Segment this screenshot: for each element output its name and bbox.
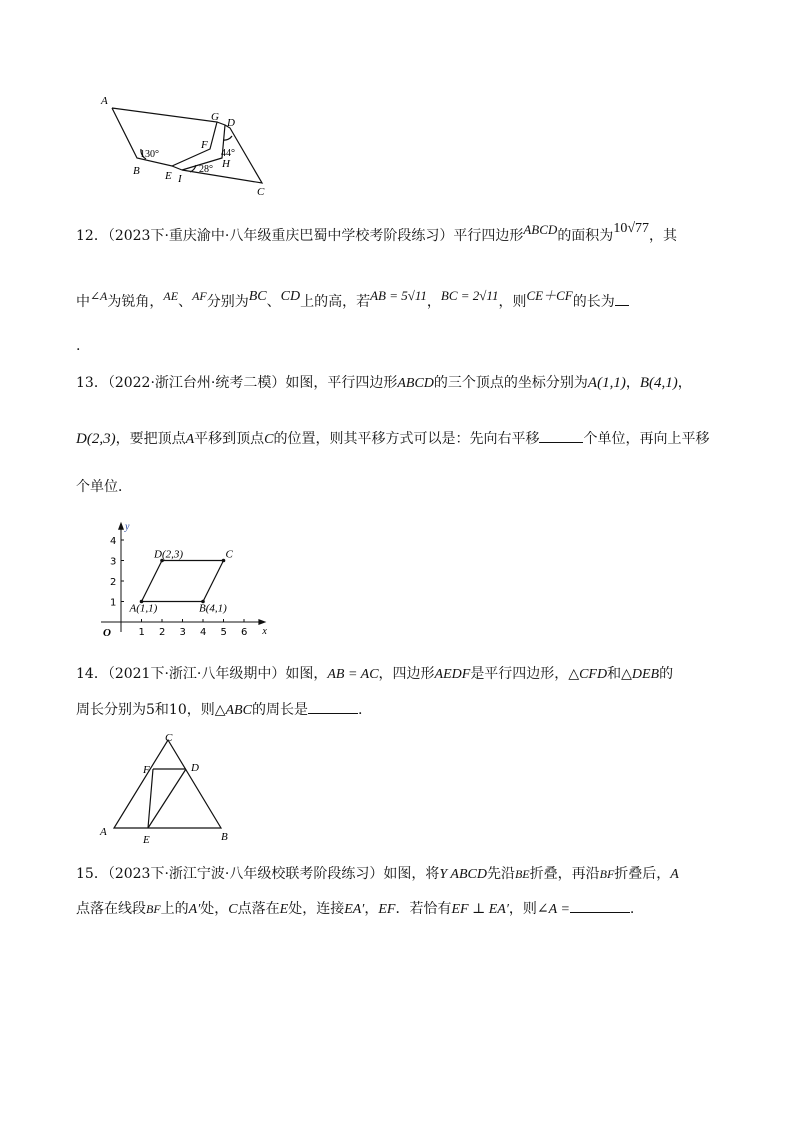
parallelogram-abcd xyxy=(142,561,224,602)
math-ce-cf: CE＋CF xyxy=(526,288,573,303)
label-h: H xyxy=(222,158,230,170)
x-tick-label: 4 xyxy=(200,627,207,638)
segment-fe xyxy=(148,769,153,828)
y-axis-label: y xyxy=(125,521,130,533)
question-text: ， xyxy=(677,375,692,391)
question-text: 平移到顶点 xyxy=(194,431,265,447)
question-text: 上的 xyxy=(160,901,189,917)
math-af: AF xyxy=(192,289,207,303)
y-tick-label: 3 xyxy=(110,556,117,568)
math-bf: BF xyxy=(146,902,161,916)
angle-label-44: 44° xyxy=(221,148,235,159)
answer-blank xyxy=(615,291,629,306)
label-f: F xyxy=(143,764,150,776)
math-angle-a: ∠A xyxy=(90,289,108,303)
x-tick-label: 2 xyxy=(159,627,166,638)
question-source: （2023下·浙江宁波·八年级校联考阶段练习） xyxy=(107,866,384,882)
point-label-b: B(4,1) xyxy=(199,602,227,615)
math-a: A xyxy=(670,867,679,882)
question-text: 为锐角， xyxy=(107,294,164,310)
question-text: 的位置，则其平移方式可以是：先向右平移 xyxy=(273,431,540,447)
label-a: A xyxy=(101,95,108,107)
question-number: 12． xyxy=(76,228,108,244)
label-f: F xyxy=(201,139,208,151)
question-text: . xyxy=(357,702,363,718)
question-text: 的三个顶点的坐标分别为 xyxy=(433,375,588,391)
coordinate-chart xyxy=(95,508,285,643)
label-b: B xyxy=(133,165,140,177)
label-d: D xyxy=(227,117,235,129)
label-c: C xyxy=(165,732,173,744)
question-text: 如图， xyxy=(285,666,328,682)
label-e: E xyxy=(143,834,150,846)
math-cd: CD xyxy=(280,289,301,304)
question-text: 折叠后， xyxy=(614,866,671,882)
question-text: 中 xyxy=(76,294,90,310)
segment-ei xyxy=(172,166,182,170)
point-label-c: C xyxy=(225,548,233,561)
question-text: 个单位． xyxy=(76,479,132,495)
answer-blank xyxy=(308,699,358,714)
math-parallelogram-abcd: Y ABCD xyxy=(439,867,487,882)
question-12-line-3 xyxy=(76,336,80,356)
question-number: 15． xyxy=(76,866,108,882)
question-text: 上的高，若 xyxy=(300,294,371,310)
question-12-line-2 xyxy=(76,288,629,313)
question-source: （2022·浙江台州·统考二模） xyxy=(107,375,286,391)
question-text: ，则 xyxy=(508,901,537,917)
math-abcd: ABCD xyxy=(397,376,434,391)
question-text: ，则 xyxy=(498,294,527,310)
label-g: G xyxy=(211,111,219,123)
question-13-line-2 xyxy=(76,428,709,450)
math-aedf: AEDF xyxy=(434,667,471,682)
question-number: 14． xyxy=(76,666,108,682)
question-text: ， xyxy=(625,375,640,391)
question-13-line-3 xyxy=(76,477,132,497)
x-tick-label: 3 xyxy=(179,627,186,638)
question-text: 处，连接 xyxy=(288,901,345,917)
math-ef-perp-ea: EF ⊥ EA′ xyxy=(451,902,509,917)
question-text: 个单位，再向上平移 xyxy=(583,431,710,447)
math-ab-eq-ac: AB = AC xyxy=(327,667,379,682)
question-text: 点落在线段 xyxy=(76,901,146,917)
question-text: 的 xyxy=(659,666,674,682)
x-tick-label: 5 xyxy=(220,627,227,638)
math-abcd: ABCD xyxy=(523,222,558,237)
question-text: 的面积为 xyxy=(557,228,614,244)
triangle-abc xyxy=(114,740,221,828)
x-axis-arrow xyxy=(258,619,266,625)
triangle-figure-q14 xyxy=(95,724,240,849)
y-tick-label: 1 xyxy=(110,597,117,609)
question-text: ， xyxy=(426,294,441,310)
origin-label: O xyxy=(103,627,111,639)
question-15-line-2 xyxy=(76,898,634,920)
question-14-line-1 xyxy=(76,664,673,685)
question-text: 的长为 xyxy=(572,294,615,310)
question-text: ．若恰有 xyxy=(395,901,452,917)
y-tick-label: 2 xyxy=(110,577,117,588)
math-ab-eq: AB = 5√11 xyxy=(370,288,427,303)
question-source: （2023下·重庆渝中·八年级重庆巴蜀中学校考阶段练习） xyxy=(107,228,454,244)
question-text: 先沿 xyxy=(486,866,515,882)
question-text: 的周长是 xyxy=(251,702,308,718)
question-12-line-1 xyxy=(76,221,677,247)
question-text: 如图，将 xyxy=(383,866,440,882)
math-ae: AE xyxy=(163,289,179,303)
quadrilateral-figure-q11 xyxy=(95,88,280,200)
math-angle-a: ∠A = xyxy=(536,902,570,917)
question-text: ，四边形 xyxy=(378,666,435,682)
math-point-d: D(2,3) xyxy=(76,431,116,447)
math-c: C xyxy=(264,432,274,447)
point-label-a: A(1,1) xyxy=(129,602,158,615)
question-text: 点落在 xyxy=(237,901,280,917)
angle-label-28: 28° xyxy=(199,164,213,175)
question-text: . xyxy=(76,338,81,354)
question-source: （2021下·浙江·八年级期中） xyxy=(107,666,286,682)
figure-outline-left xyxy=(112,108,217,166)
math-triangle-cfd: △CFD xyxy=(568,667,608,682)
question-text: 分别为 xyxy=(206,294,249,310)
math-triangle-deb: △DEB xyxy=(621,667,660,682)
angle-arc-i xyxy=(190,165,196,172)
label-e: E xyxy=(165,170,172,182)
y-tick-label: 4 xyxy=(110,536,117,547)
question-text: ，其 xyxy=(649,228,677,244)
question-number: 13． xyxy=(76,375,108,391)
x-tick-label: 1 xyxy=(138,627,145,638)
math-area-value: 10√77 xyxy=(613,221,649,236)
math-ef: EF xyxy=(378,902,396,917)
question-text: 和 xyxy=(607,666,622,682)
answer-blank xyxy=(570,898,630,913)
question-13-line-1 xyxy=(76,373,692,394)
math-point-a: A(1,1) xyxy=(587,375,626,391)
question-text: 如图，平行四边形 xyxy=(285,375,398,391)
question-text: 处， xyxy=(200,901,229,917)
math-a: A xyxy=(185,432,195,447)
label-a: A xyxy=(100,826,107,838)
question-text: 折叠，再沿 xyxy=(529,866,600,882)
question-text: ， xyxy=(364,901,379,917)
label-d: D xyxy=(191,762,199,774)
math-bf: BF xyxy=(599,867,615,881)
label-i: I xyxy=(178,173,182,185)
label-c: C xyxy=(257,186,265,198)
math-c: C xyxy=(228,902,238,917)
x-axis-label: x xyxy=(262,626,267,637)
question-text: 平行四边形 xyxy=(453,228,524,244)
question-text: 周长分别为5和10，则 xyxy=(76,702,215,718)
segment-de xyxy=(148,769,186,828)
math-bc: BC xyxy=(248,289,267,304)
question-text: ，要把顶点 xyxy=(115,431,186,447)
question-14-line-2 xyxy=(76,699,362,721)
math-triangle-abc: △ABC xyxy=(214,703,252,718)
point-label-d: D(2,3) xyxy=(154,548,184,561)
x-tick-label: 6 xyxy=(241,627,248,638)
y-axis-arrow xyxy=(118,522,124,530)
label-b: B xyxy=(221,831,228,843)
answer-blank-right xyxy=(539,428,583,443)
question-text: 是平行四边形， xyxy=(470,666,569,682)
math-ea-prime: EA′ xyxy=(344,902,365,917)
math-bc-eq: BC = 2√11 xyxy=(440,288,499,303)
question-15-line-1 xyxy=(76,864,679,885)
math-a-prime: A′ xyxy=(188,902,201,917)
math-e: E xyxy=(279,902,289,917)
math-be: BE xyxy=(514,867,530,881)
math-point-b: B(4,1) xyxy=(639,375,678,391)
question-text: . xyxy=(629,901,635,917)
question-text: 、 xyxy=(266,294,281,310)
angle-label-130: 130° xyxy=(140,149,159,160)
question-text: 、 xyxy=(178,294,193,310)
